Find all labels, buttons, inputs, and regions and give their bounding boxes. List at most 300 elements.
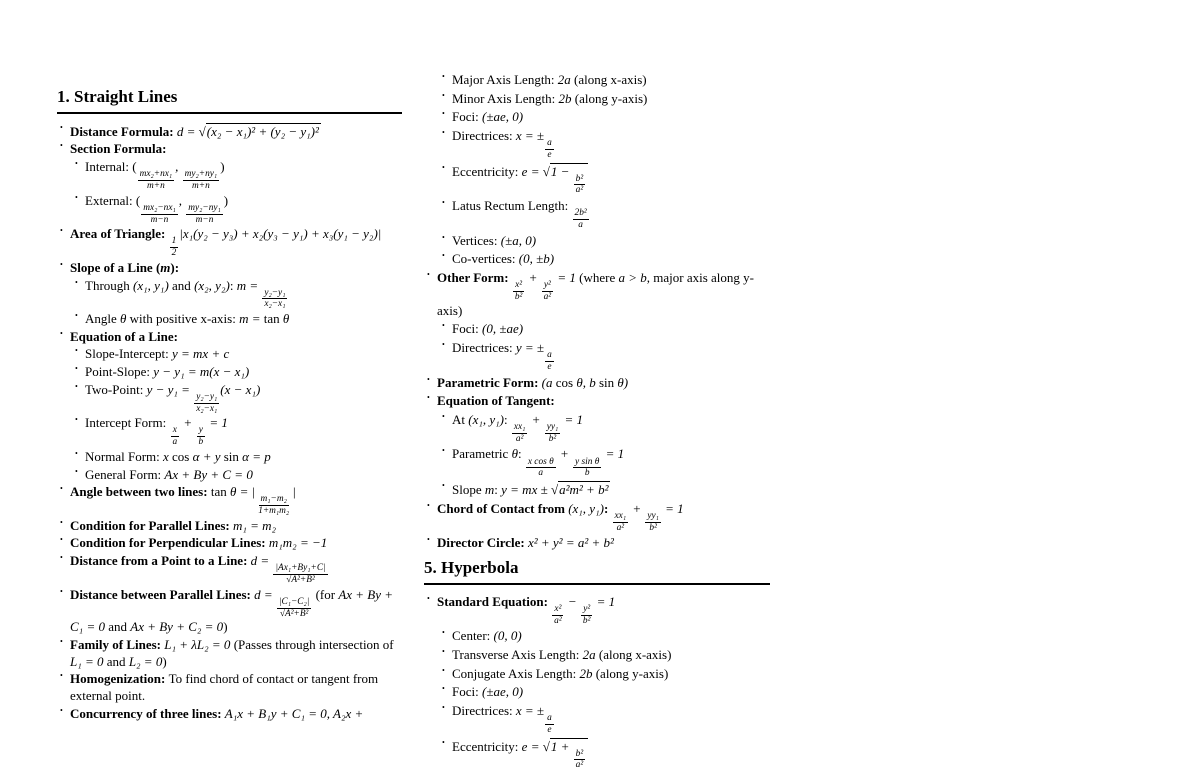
bullet-icon: •: [60, 123, 63, 133]
bullet-icon: •: [60, 484, 63, 494]
bullet-icon: •: [60, 671, 63, 681]
bullet-icon: •: [442, 321, 445, 331]
text-run: (along y-axis): [592, 666, 668, 681]
bullet-icon: •: [75, 159, 78, 169]
fraction: $\frac{\text{xx₁}}{\text{a²}}$: [613, 511, 629, 534]
text-run: Slope: [452, 482, 485, 497]
text-run: (for: [312, 587, 338, 602]
formula-item: [85, 415, 402, 448]
bullet-icon: •: [442, 412, 445, 422]
text-run: General Form:: [85, 467, 164, 482]
text-run: d =: [254, 587, 276, 602]
text-run: and: [104, 654, 129, 669]
text-run: x = ±: [516, 703, 544, 718]
text-run: +: [557, 446, 572, 461]
text-run: +: [525, 270, 540, 285]
text-run: m =: [239, 311, 264, 326]
text-run: Director Circle:: [437, 535, 528, 550]
formula-text: [452, 164, 588, 179]
text-run: :: [230, 278, 237, 293]
formula-item: [70, 260, 402, 277]
text-run: Ax + By + C = 0: [164, 467, 252, 482]
formula-text: [452, 198, 590, 213]
text-run: Vertices:: [452, 233, 501, 248]
text-run: |: [292, 484, 296, 499]
formula-item: [70, 587, 402, 636]
text-run: +: [629, 501, 644, 516]
formula-item: [437, 594, 770, 627]
formula-item: [452, 481, 770, 499]
text-run: (±ae, 0): [482, 684, 523, 699]
text-run: Condition for Parallel Lines:: [70, 518, 233, 533]
text-run: θ: [512, 446, 518, 461]
bullet-icon: •: [75, 346, 78, 356]
text-run: At: [452, 412, 468, 427]
fraction: $\frac{a}{e}$: [545, 138, 554, 161]
formula-item: [437, 270, 770, 319]
formula-item: [85, 346, 402, 363]
text-run: Distance Formula:: [70, 124, 177, 139]
text-run: 2a: [558, 72, 571, 87]
bullet-icon: •: [75, 382, 78, 392]
bullet-icon: •: [442, 446, 445, 456]
text-run: Distance from a Point to a Line:: [70, 553, 251, 568]
formula-item: [437, 501, 770, 534]
bullet-icon: •: [60, 226, 63, 236]
bullet-icon: •: [442, 233, 445, 243]
text-run: L₁ + λL₂ = 0: [164, 637, 230, 652]
formula-text: [85, 346, 229, 361]
formula-item: [452, 738, 770, 772]
square-root: √1 − $\frac{\text{b²}}{\text{a²}}$: [543, 164, 588, 179]
formula-item: [452, 684, 770, 701]
text-run: d =: [177, 124, 199, 139]
formula-item: [452, 340, 770, 373]
text-run: Standard Equation:: [437, 594, 551, 609]
bullet-icon: •: [442, 91, 445, 101]
text-run: Other Form:: [437, 270, 512, 285]
text-run: +: [180, 415, 195, 430]
formula-item: [452, 72, 770, 89]
formula-item: [85, 467, 402, 484]
text-run: ): [162, 654, 166, 669]
text-run: Eccentricity:: [452, 739, 522, 754]
text-run: ,: [175, 159, 182, 174]
fraction: $\frac{\text{b²}}{\text{a²}}$: [574, 174, 585, 197]
text-run: x = ±: [516, 128, 544, 143]
text-run: α + y: [193, 449, 224, 464]
text-run: 1 −: [551, 164, 573, 179]
text-run: Family of Lines:: [70, 637, 164, 652]
formula-text: [70, 671, 378, 703]
formula-text: [437, 270, 754, 318]
formula-item: [70, 484, 402, 517]
text-run: Foci:: [452, 321, 482, 336]
formula-text: [70, 141, 166, 156]
section-heading-straight-lines: 1. Straight Lines: [57, 86, 402, 114]
text-run: Slope-Intercept:: [85, 346, 172, 361]
text-run: :: [504, 412, 511, 427]
text-run: Chord of Contact from: [437, 501, 568, 516]
text-run: Section Formula:: [70, 141, 166, 156]
straight-lines-list: [57, 123, 402, 722]
text-run: :: [494, 482, 501, 497]
text-run: +: [528, 412, 543, 427]
bullet-icon: •: [75, 311, 78, 321]
bullet-icon: •: [442, 481, 445, 491]
text-run: Normal Form:: [85, 449, 163, 464]
text-run: and: [105, 619, 130, 634]
bullet-icon: •: [442, 128, 445, 138]
text-run: Co-vertices:: [452, 251, 519, 266]
formula-item: [70, 535, 402, 552]
formula-item: [70, 637, 402, 670]
text-run: Directrices:: [452, 340, 516, 355]
text-run: a²m² + b²: [559, 482, 608, 497]
formula-text: [85, 278, 288, 293]
text-run: Angle: [85, 311, 120, 326]
formula-text: [452, 482, 610, 497]
formula-item: [85, 278, 402, 311]
formula-text: [452, 340, 555, 355]
bullet-icon: •: [442, 666, 445, 676]
text-run: m: [160, 260, 170, 275]
formula-item: [70, 553, 402, 586]
text-run: Equation of Tangent:: [437, 393, 555, 408]
text-run: a > b: [618, 270, 646, 285]
fraction: $\frac{\text{yy₁}}{\text{b²}}$: [545, 422, 561, 445]
fraction: $\frac{y}{b}$: [196, 425, 205, 448]
text-run: = 1: [662, 501, 684, 516]
text-run: e =: [522, 739, 543, 754]
fraction: $\frac{\text{my₂−ny₁}}{m-n}$: [186, 203, 223, 226]
formula-item: [452, 128, 770, 161]
fraction: $\frac{\text{m₁−m₂}}{\text{1+m₁m₂}}$: [256, 494, 291, 517]
text-run: y = ±: [516, 340, 544, 355]
formula-item: [452, 321, 770, 338]
section-heading-hyperbola: 5. Hyperbola: [424, 557, 770, 585]
fraction: $\frac{\text{b²}}{\text{a²}}$: [574, 749, 585, 772]
bullet-icon: •: [60, 535, 63, 545]
text-run: α = p: [242, 449, 271, 464]
bullet-icon: •: [442, 163, 445, 173]
text-run: (x₂ − x₁)² + (y₂ − y₁)²: [207, 124, 319, 139]
formula-item: [437, 393, 770, 410]
text-run: Center:: [452, 628, 494, 643]
formula-text: [85, 415, 228, 430]
text-run: cos: [556, 375, 577, 390]
bullet-icon: •: [60, 329, 63, 339]
text-run: (x₁, y₁): [568, 501, 604, 516]
bullet-icon: •: [427, 535, 430, 545]
formula-item: [437, 535, 770, 552]
text-run: L₂ = 0: [129, 654, 163, 669]
text-run: Major Axis Length:: [452, 72, 558, 87]
text-run: with positive x-axis:: [126, 311, 239, 326]
formula-text: [452, 109, 523, 124]
text-run: (x − x₁): [220, 382, 260, 397]
fraction: $\frac{\text{y₂−y₁}}{\text{x₂−x₁}}$: [262, 288, 287, 311]
text-run: Internal: (: [85, 159, 137, 174]
text-run: To find chord of contact or tangent from external point.: [70, 671, 378, 703]
formula-item: [70, 329, 402, 346]
text-run: Foci:: [452, 109, 482, 124]
formula-item: [452, 446, 770, 479]
fraction: $\frac{\text{my₂+ny₁}}{m+n}$: [183, 169, 220, 192]
bullet-icon: •: [442, 628, 445, 638]
text-run: θ: [120, 311, 126, 326]
formula-item: [452, 198, 770, 231]
text-run: (where: [576, 270, 619, 285]
formula-text: [70, 484, 296, 499]
text-run: Minor Axis Length:: [452, 91, 559, 106]
text-run: (0, ±ae): [482, 321, 523, 336]
text-run: Angle between two lines:: [70, 484, 211, 499]
text-run: = 1: [561, 412, 583, 427]
formula-text: [70, 637, 394, 669]
formula-item: [70, 671, 402, 704]
bullet-icon: •: [442, 251, 445, 261]
formula-text: [452, 91, 647, 106]
formula-item: [452, 628, 770, 645]
fraction: $\frac{\text{y₂−y₁}}{\text{x₂−x₁}}$: [194, 392, 219, 415]
bullet-icon: •: [427, 270, 430, 280]
text-run: ): [220, 159, 224, 174]
formula-item: [452, 233, 770, 250]
text-run: (±ae, 0): [482, 109, 523, 124]
fraction: $\frac{\text{xx₁}}{\text{a²}}$: [512, 422, 528, 445]
fraction: $\frac{x}{a}$: [170, 425, 179, 448]
text-run: ):: [170, 260, 179, 275]
square-root: √a²m² + b²: [551, 482, 611, 497]
formula-text: [85, 449, 271, 464]
formula-item: [85, 382, 402, 415]
text-run: θ = |: [230, 484, 255, 499]
fraction: $\frac{\text{x²}}{\text{a²}}$: [552, 604, 563, 627]
bullet-icon: •: [442, 684, 445, 694]
formula-item: [452, 251, 770, 268]
text-run: (0, 0): [494, 628, 522, 643]
formula-item: [85, 193, 402, 226]
bullet-icon: •: [75, 449, 78, 459]
text-run: 2b: [559, 91, 572, 106]
text-run: (Passes through intersection of: [230, 637, 393, 652]
text-run: sin: [599, 375, 617, 390]
hyperbola-list: [424, 594, 770, 771]
bullet-icon: •: [442, 109, 445, 119]
formula-text: [437, 594, 615, 609]
formula-text: [452, 233, 536, 248]
text-run: m₁m₂ = −1: [269, 535, 327, 550]
bullet-icon: •: [60, 518, 63, 528]
fraction: $\frac{1}{2}$: [170, 236, 179, 259]
text-run: (x₂, y₂): [194, 278, 230, 293]
text-run: Concurrency of three lines:: [70, 706, 225, 721]
text-run: θ): [617, 375, 628, 390]
text-run: Through: [85, 278, 133, 293]
text-run: −: [565, 594, 580, 609]
text-run: (along y-axis): [572, 91, 648, 106]
formula-item: [85, 364, 402, 381]
text-run: θ: [283, 311, 289, 326]
formula-text: [452, 703, 555, 718]
text-run: x² + y² = a² + b²: [528, 535, 614, 550]
fraction: $\frac{\text{2b²}}{a}$: [573, 208, 589, 231]
fraction: $\frac{\text{y²}}{\text{b²}}$: [581, 604, 592, 627]
fraction: $\frac{\text{mx₂+nx₁}}{m+n}$: [138, 169, 175, 192]
bullet-icon: •: [427, 594, 430, 604]
text-run: d =: [251, 553, 273, 568]
text-run: θ, b: [576, 375, 599, 390]
text-run: ,: [179, 193, 186, 208]
text-run: x: [163, 449, 172, 464]
text-run: Parametric: [452, 446, 512, 461]
formula-text: [85, 382, 260, 397]
square-root: √(x₂ − x₁)² + (y₂ − y₁)²: [199, 124, 321, 139]
text-run: Ax + By + C₁ = 0: [70, 587, 393, 635]
formula-text: [452, 684, 523, 699]
formula-item: [85, 311, 402, 328]
text-run: Distance between Parallel Lines:: [70, 587, 254, 602]
text-run: 2a: [583, 647, 596, 662]
formula-item: [70, 226, 402, 259]
formula-text: [70, 226, 381, 241]
text-run: y − y₁ =: [147, 382, 194, 397]
ellipse-properties-list: [424, 72, 770, 552]
text-run: Equation of a Line:: [70, 329, 178, 344]
fraction: $\frac{\text{x²}}{\text{b²}}$: [513, 280, 524, 303]
formula-item: [452, 412, 770, 445]
text-run: y = mx + c: [172, 346, 229, 361]
text-run: A₁x + B₁y + C₁ = 0, A₂x +: [225, 706, 364, 721]
text-run: Intercept Form:: [85, 415, 169, 430]
text-run: ): [224, 193, 228, 208]
formula-text: [452, 251, 554, 266]
formula-item: [70, 706, 402, 723]
text-run: Ax + By + C₂ = 0: [130, 619, 223, 634]
text-run: (along x-axis): [571, 72, 647, 87]
text-run: Directrices:: [452, 128, 516, 143]
text-run: |x₁(y₂ − y₃) + x₂(y₃ − y₁) + x₃(y₁ − y₂)|: [179, 226, 381, 241]
text-run: Conjugate Axis Length:: [452, 666, 579, 681]
text-run: (±a, 0): [501, 233, 536, 248]
formula-text: [85, 193, 228, 208]
bullet-icon: •: [60, 141, 63, 151]
text-run: = 1: [593, 594, 615, 609]
text-run: (a: [542, 375, 556, 390]
text-run: , major axis along y-axis): [437, 270, 754, 318]
fraction: $\frac{\text{y²}}{\text{a²}}$: [542, 280, 553, 303]
bullet-icon: •: [442, 703, 445, 713]
formula-item: [70, 141, 402, 158]
formula-item: [452, 703, 770, 736]
text-run: = 1: [554, 270, 576, 285]
text-run: y − y₁ = m(x − x₁): [153, 364, 249, 379]
text-run: Area of Triangle:: [70, 226, 169, 241]
fraction: $\frac{\text{|Ax₁+By₁+C|}}{\text{√A²+B²}}$: [273, 563, 327, 586]
fraction: $\frac{\text{mx₂−nx₁}}{m-n}$: [141, 203, 178, 226]
formula-text: [452, 647, 671, 662]
formula-text: [85, 364, 249, 379]
text-run: 1 +: [551, 739, 573, 754]
text-run: Slope of a Line (: [70, 260, 160, 275]
formula-item: [452, 109, 770, 126]
text-run: Transverse Axis Length:: [452, 647, 583, 662]
formula-item: [70, 123, 402, 141]
bullet-icon: •: [442, 647, 445, 657]
formula-text: [85, 311, 289, 326]
text-run: Parametric Form:: [437, 375, 542, 390]
text-run: cos: [172, 449, 193, 464]
bullet-icon: •: [427, 501, 430, 511]
bullet-icon: •: [60, 260, 63, 270]
formula-text: [452, 666, 668, 681]
text-run: Directrices:: [452, 703, 516, 718]
formula-text: [452, 628, 522, 643]
formula-text: [70, 587, 393, 635]
text-run: Condition for Perpendicular Lines:: [70, 535, 269, 550]
fraction: $\frac{\text{|C₁−C₂|}}{\text{√A²+B²}}$: [277, 597, 311, 620]
formula-item: [452, 163, 770, 197]
fraction: $\frac{\text{yy₁}}{\text{b²}}$: [645, 511, 661, 534]
square-root: √1 + $\frac{\text{b²}}{\text{a²}}$: [543, 739, 588, 754]
bullet-icon: •: [427, 393, 430, 403]
bullet-icon: •: [75, 467, 78, 477]
bullet-icon: •: [427, 375, 430, 385]
bullet-icon: •: [75, 415, 78, 425]
formula-text: [452, 412, 583, 427]
text-run: m₁ = m₂: [233, 518, 276, 533]
text-run: and: [169, 278, 194, 293]
text-run: :: [604, 501, 612, 516]
bullet-icon: •: [442, 340, 445, 350]
text-run: sin: [224, 449, 242, 464]
text-run: :: [518, 446, 525, 461]
formula-item: [437, 375, 770, 392]
formula-text: [452, 321, 523, 336]
formula-text: [70, 706, 363, 721]
formula-item: [452, 91, 770, 108]
text-run: = 1: [206, 415, 228, 430]
text-run: Two-Point:: [85, 382, 147, 397]
formula-text: [437, 393, 555, 408]
formula-item: [452, 647, 770, 664]
text-run: e =: [522, 164, 543, 179]
fraction: $\frac{\text{x cos θ}}{a}$: [526, 457, 556, 480]
text-run: Point-Slope:: [85, 364, 153, 379]
text-run: (0, ±b): [519, 251, 554, 266]
text-run: L₁ = 0: [70, 654, 104, 669]
bullet-icon: •: [442, 198, 445, 208]
fraction: $\frac{a}{e}$: [545, 350, 554, 373]
formula-text: [452, 739, 588, 754]
column-ellipse-hyperbola: [424, 72, 770, 773]
bullet-icon: •: [442, 72, 445, 82]
bullet-icon: •: [60, 706, 63, 716]
text-run: (x₁, y₁): [468, 412, 504, 427]
formula-text: [85, 159, 225, 174]
text-run: y = mx ±: [501, 482, 551, 497]
text-run: 2b: [579, 666, 592, 681]
formula-item: [85, 449, 402, 466]
text-run: m: [485, 482, 494, 497]
formula-text: [70, 124, 321, 139]
fraction: $\frac{a}{e}$: [545, 713, 554, 736]
text-run: Foci:: [452, 684, 482, 699]
column-straight-lines: [57, 86, 402, 723]
bullet-icon: •: [60, 553, 63, 563]
formula-text: [85, 467, 253, 482]
